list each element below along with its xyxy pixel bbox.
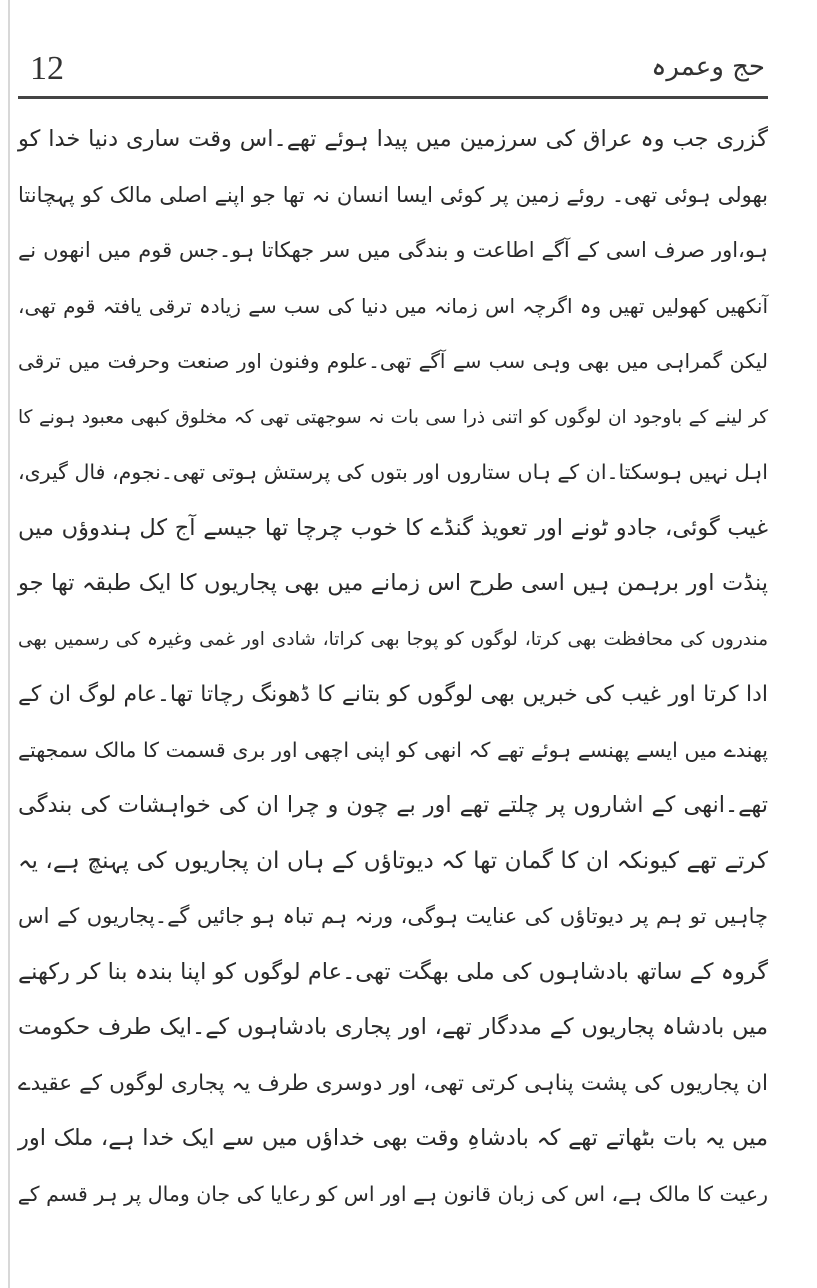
header-rule bbox=[18, 96, 768, 99]
text-line: پھندے میں ایسے پھنسے ہوئے تھے کہ انھی کو اپنی اچھی اور بری قسمت کا مالک سمجھتے bbox=[18, 737, 768, 762]
text-line: گزری جب وہ عراق کی سرزمین میں پیدا ہوئے تھے۔اس وقت ساری دنیا خدا کو bbox=[18, 126, 768, 152]
text-line: بھولی ہوئی تھی۔ روئے زمین پر کوئی ایسا انسان نہ تھا جو اپنے اصلی مالک کو پہچانتا bbox=[18, 182, 768, 207]
text-line: لیکن گمراہی میں بھی وہی سب سے آگے تھی۔علوم وفنون اور صنعت وحرفت میں ترقی bbox=[18, 349, 768, 373]
text-line: اہل نہیں ہوسکتا۔ان کے ہاں ستاروں اور بتوں کی پرستش ہوتی تھی۔نجوم، فال گیری، bbox=[18, 460, 768, 484]
text-line: غیب گوئی، جادو ٹونے اور تعویذ گنڈے کا خوب چرچا تھا جیسے آج کل ہندوؤں میں bbox=[18, 514, 768, 541]
text-line: ہو،اور صرف اسی کے آگے اطاعت و بندگی میں سر جھکاتا ہو۔جس قوم میں انھوں نے bbox=[18, 238, 768, 262]
text-line: تھے۔انھی کے اشاروں پر چلتے تھے اور بے چون و چرا ان کی خواہشات کی بندگی bbox=[18, 792, 768, 818]
text-line: پنڈت اور برہمن ہیں اسی طرح اس زمانے میں بھی پجاریوں کا ایک طبقہ تھا جو bbox=[18, 570, 768, 596]
text-line: ان پجاریوں کی پشت پناہی کرتی تھی، اور دوسری طرف یہ پجاری لوگوں کے عقیدے bbox=[18, 1070, 768, 1096]
text-line: رعیت کا مالک ہے، اس کی زبان قانون ہے اور اس کو رعایا کی جان ومال پر ہر قسم کے bbox=[17, 1181, 768, 1206]
text-line: گروہ کے ساتھ بادشاہوں کی ملی بھگت تھی۔عام لوگوں کو اپنا بندہ بنا کر رکھنے bbox=[18, 958, 768, 985]
text-line: ادا کرتا اور غیب کی خبریں بھی لوگوں کو بتانے کا ڈھونگ رچاتا تھا۔عام لوگ ان کے bbox=[18, 682, 768, 707]
scan-edge bbox=[8, 0, 10, 1288]
page-number: 12 bbox=[30, 50, 64, 87]
text-line: آنکھیں کھولیں تھیں وہ اگرچہ اس زمانہ میں دنیا کی سب سے زیادہ ترقی یافتہ قوم تھی، bbox=[18, 293, 768, 318]
text-line: مندروں کی محافظت بھی کرتا، لوگوں کو پوجا بھی کراتا، شادی اور غمی وغیرہ کی رسمیں بھی bbox=[18, 628, 768, 650]
text-line: میں بادشاہ پجاریوں کے مددگار تھے، اور پجاری بادشاہوں کے۔ایک طرف حکومت bbox=[18, 1014, 768, 1040]
text-line: چاہیں تو ہم پر دیوتاؤں کی عنایت ہوگی، ورنہ ہم تباہ ہو جائیں گے۔پجاریوں کے اس bbox=[18, 904, 768, 928]
body-text bbox=[18, 112, 768, 1222]
text-line: کرتے تھے کیونکہ ان کا گمان تھا کہ دیوتاؤں کے ہاں ان پجاریوں کی پہنچ ہے، یہ bbox=[18, 847, 768, 874]
running-title: حج وعمرہ bbox=[651, 52, 765, 82]
text-line: کر لینے کے باوجود ان لوگوں کو اتنی ذرا سی بات نہ سوجھتی تھی کہ مخلوق کبھی معبود ہونے کا bbox=[18, 406, 768, 428]
text-line: میں یہ بات بٹھاتے تھے کہ بادشاہِ وقت بھی خداؤں میں سے ایک خدا ہے، ملک اور bbox=[18, 1125, 768, 1151]
